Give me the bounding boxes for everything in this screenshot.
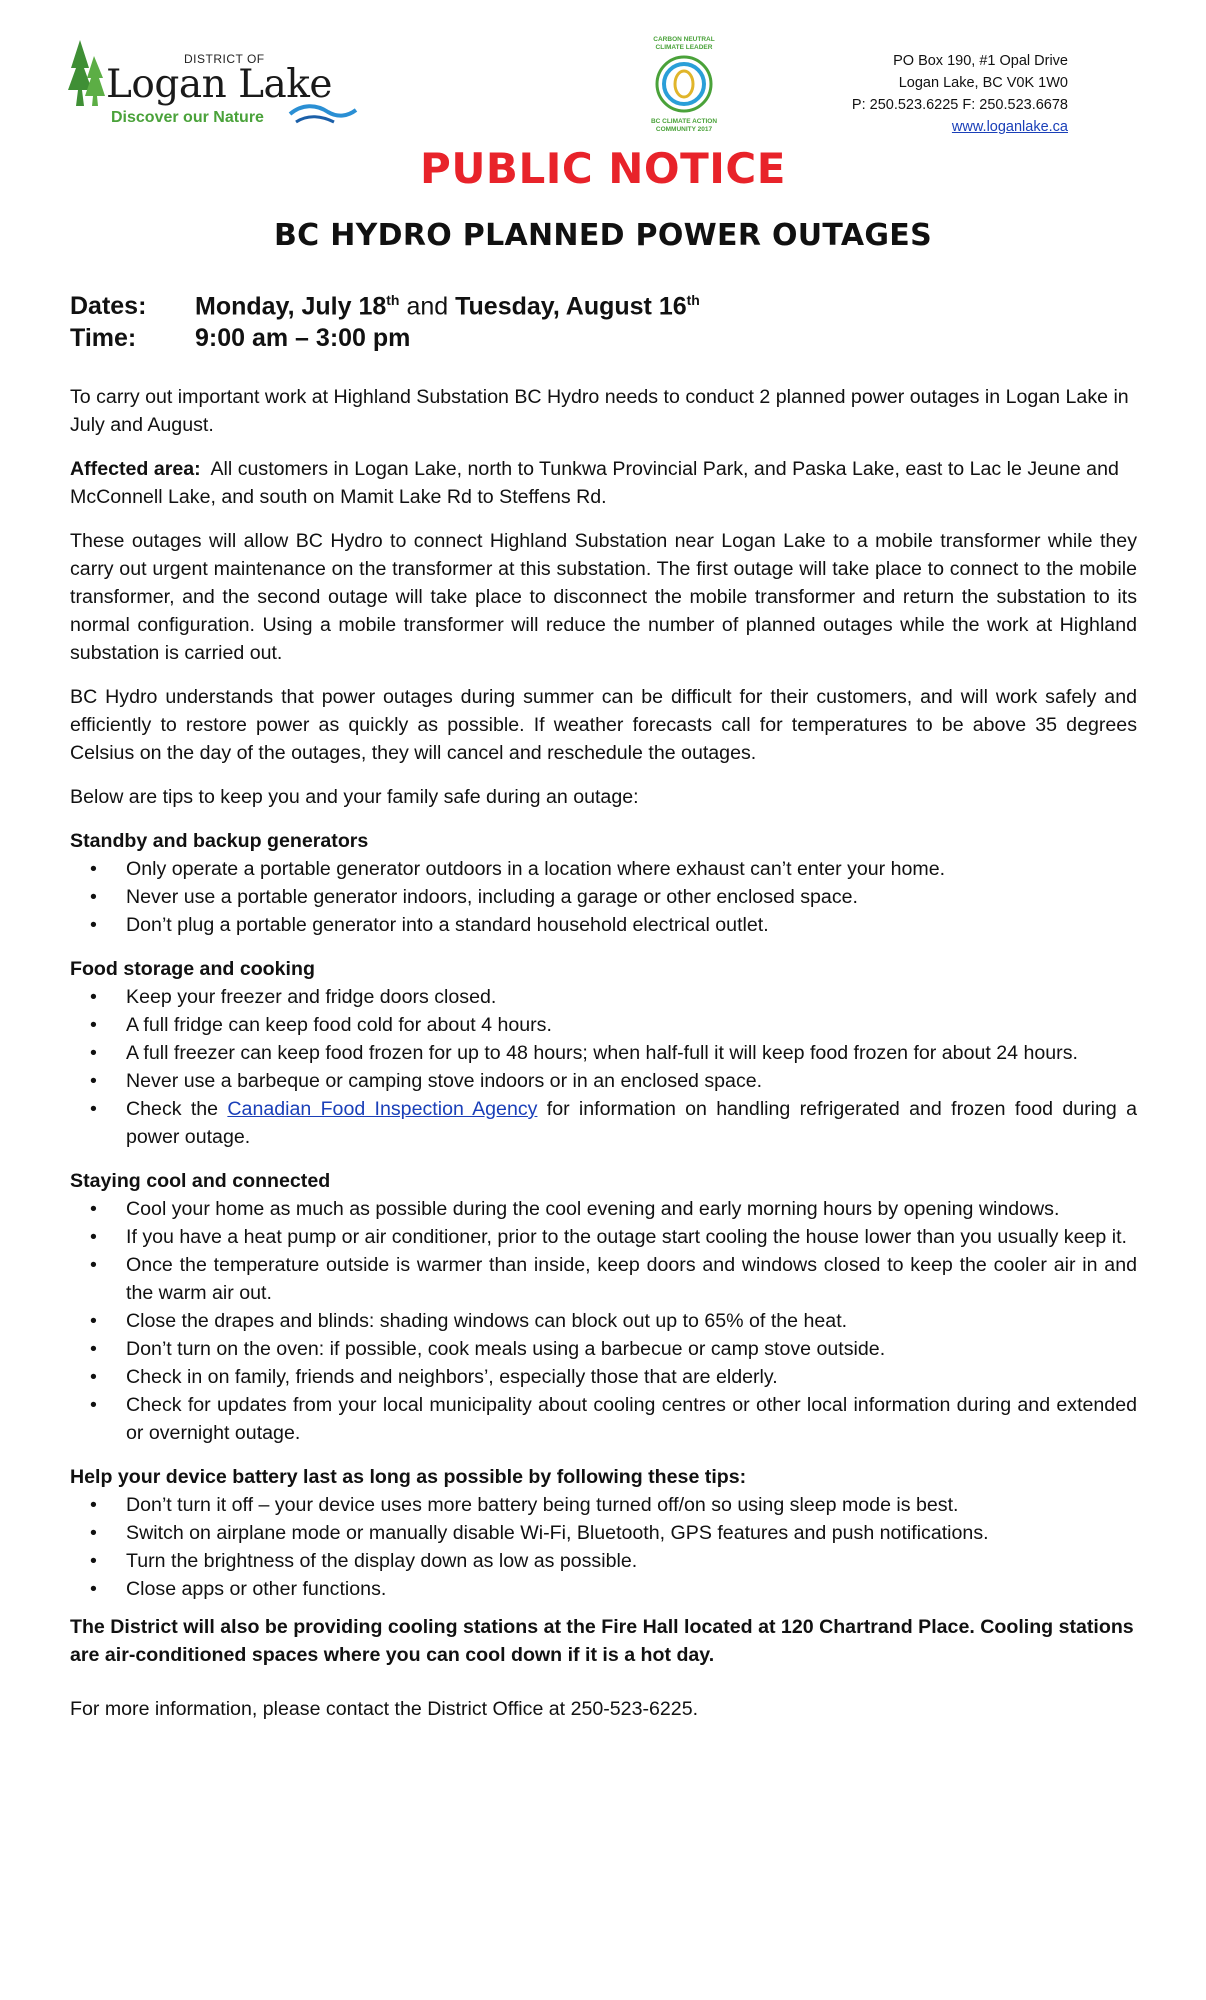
list-item: • Never use a portable generator indoors, including a garage or other enclosed space. bbox=[70, 883, 1137, 911]
seal-bottom-text: BC CLIMATE ACTION COMMUNITY 2017 bbox=[650, 118, 718, 133]
date-2-suffix: th bbox=[686, 292, 700, 308]
list-item: • If you have a heat pump or air conditioner, prior to the outage start cooling the house lower than you usually keep it. bbox=[70, 1223, 1137, 1251]
address-line: PO Box 190, #1 Opal Drive bbox=[893, 53, 1068, 69]
list-item: • A full freezer can keep food frozen for up to 48 hours; when half-full it will keep food frozen for about 24 hours. bbox=[70, 1039, 1137, 1067]
logo-tagline: Discover our Nature bbox=[111, 109, 264, 126]
list-item: • Keep your freezer and fridge doors closed. bbox=[70, 983, 1137, 1011]
food-heading: Food storage and cooking bbox=[70, 958, 315, 980]
water-swoosh-icon bbox=[288, 100, 358, 128]
list-item bbox=[70, 1095, 1137, 1151]
generators-heading: Standby and backup generators bbox=[70, 830, 369, 852]
battery-list bbox=[70, 1491, 1137, 1603]
district-address bbox=[852, 50, 1068, 138]
date-1-suffix: th bbox=[386, 292, 400, 308]
cfia-prefix: Check the bbox=[126, 1098, 219, 1120]
address-line: Logan Lake, BC V0K 1W0 bbox=[898, 75, 1068, 91]
logo-town-name: Logan Lake bbox=[106, 62, 332, 107]
dates-label: Dates: bbox=[70, 292, 147, 321]
tree-icon bbox=[68, 38, 108, 108]
district-logo bbox=[68, 38, 358, 130]
website-link[interactable]: www.loganlake.ca bbox=[951, 119, 1068, 135]
generators-list bbox=[70, 855, 1137, 939]
food-list bbox=[70, 983, 1137, 1151]
list-item: • A full fridge can keep food cold for about 4 hours. bbox=[70, 1011, 1137, 1039]
weather-paragraph: BC Hydro understands that power outages during summer can be difficult for their customers, and will work safely and efficiently to restore power as quickly as possible. If weather forecasts call for temperatures to be above 35 degrees Celsius on the day of the outages, they will cancel and reschedule the outages. bbox=[70, 686, 1137, 764]
cooling-stations-notice: The District will also be providing cooling stations at the Fire Hall located at 120 Chartrand Place. Cooling stations are air-conditioned spaces where you can cool down if it is a hot day. bbox=[70, 1616, 1134, 1666]
date-2: Tuesday, August 16 bbox=[455, 292, 687, 321]
time-label: Time: bbox=[70, 324, 137, 352]
climate-leader-seal bbox=[640, 36, 728, 138]
cfia-suffix: for information on handling refrigerated and frozen food during a power outage. bbox=[126, 1098, 1137, 1148]
list-item: • Close the drapes and blinds: shading windows can block out up to 65% of the heat. bbox=[70, 1307, 1137, 1335]
battery-heading: Help your device battery last as long as possible by following these tips: bbox=[70, 1466, 747, 1488]
climate-seal-icon bbox=[654, 54, 714, 114]
affected-area-paragraph bbox=[70, 455, 1137, 511]
notice-subtitle: BC HYDRO PLANNED POWER OUTAGES bbox=[273, 218, 933, 253]
dates-line bbox=[70, 292, 700, 321]
dates-and: and bbox=[406, 292, 449, 321]
list-item: • Don’t plug a portable generator into a standard household electrical outlet. bbox=[70, 911, 1137, 939]
time-value: 9:00 am – 3:00 pm bbox=[195, 324, 411, 352]
phone-fax-line: P: 250.523.6225 F: 250.523.6678 bbox=[851, 97, 1068, 113]
notice-body bbox=[70, 383, 1137, 1723]
outage-details-paragraph: These outages will allow BC Hydro to connect Highland Substation near Logan Lake to a mobile transformer while they carry out urgent maintenance on the transformer at this substation. The first outage will take place to connect to the mobile transformer, and the second outage will take place to disconnect the mobile transformer and return the substation to its normal configuration. Using a mobile transformer will reduce the number of planned outages while the work at Highland substation is carried out. bbox=[70, 530, 1137, 664]
affected-area-label: Affected area: bbox=[70, 458, 201, 480]
list-item: • Turn the brightness of the display down as low as possible. bbox=[70, 1547, 1137, 1575]
list-item: • Never use a barbeque or camping stove indoors or in an enclosed space. bbox=[70, 1067, 1137, 1095]
list-item: • Check for updates from your local municipality about cooling centres or other local information during and extended or overnight outage. bbox=[70, 1391, 1137, 1447]
affected-area-text: All customers in Logan Lake, north to Tunkwa Provincial Park, and Paska Lake, east to Lac le Jeune and McConnell Lake, and south on Mamit Lake Rd to Steffens Rd. bbox=[70, 458, 1119, 508]
list-item: • Cool your home as much as possible during the cool evening and early morning hours by opening windows. bbox=[70, 1195, 1137, 1223]
cool-list bbox=[70, 1195, 1137, 1447]
cool-heading: Staying cool and connected bbox=[70, 1170, 331, 1192]
list-item: • Switch on airplane mode or manually disable Wi-Fi, Bluetooth, GPS features and push notifications. bbox=[70, 1519, 1137, 1547]
list-item: • Don’t turn on the oven: if possible, cook meals using a barbecue or camp stove outside. bbox=[70, 1335, 1137, 1363]
seal-top-text: CARBON NEUTRAL CLIMATE LEADER bbox=[653, 36, 715, 51]
cfia-link[interactable]: Canadian Food Inspection Agency bbox=[227, 1098, 538, 1120]
list-item: • Close apps or other functions. bbox=[70, 1575, 1137, 1603]
logo-district-text: DISTRICT OF bbox=[184, 52, 265, 66]
list-item: • Don’t turn it off – your device uses more battery being turned off/on so using sleep mode is best. bbox=[70, 1491, 1137, 1519]
tips-intro: Below are tips to keep you and your family safe during an outage: bbox=[70, 786, 639, 808]
public-notice-title: PUBLIC NOTICE bbox=[420, 144, 786, 193]
list-item: • Only operate a portable generator outdoors in a location where exhaust can’t enter your home. bbox=[70, 855, 1137, 883]
date-1: Monday, July 18 bbox=[195, 292, 387, 321]
time-line bbox=[70, 324, 410, 353]
contact-line: For more information, please contact the District Office at 250-523-6225. bbox=[70, 1698, 699, 1720]
list-item: • Check in on family, friends and neighbors’, especially those that are elderly. bbox=[70, 1363, 1137, 1391]
list-item: • Once the temperature outside is warmer than inside, keep doors and windows closed to keep the cooler air in and the warm air out. bbox=[70, 1251, 1137, 1307]
intro-paragraph: To carry out important work at Highland Substation BC Hydro needs to conduct 2 planned power outages in Logan Lake in July and August. bbox=[70, 386, 1129, 436]
